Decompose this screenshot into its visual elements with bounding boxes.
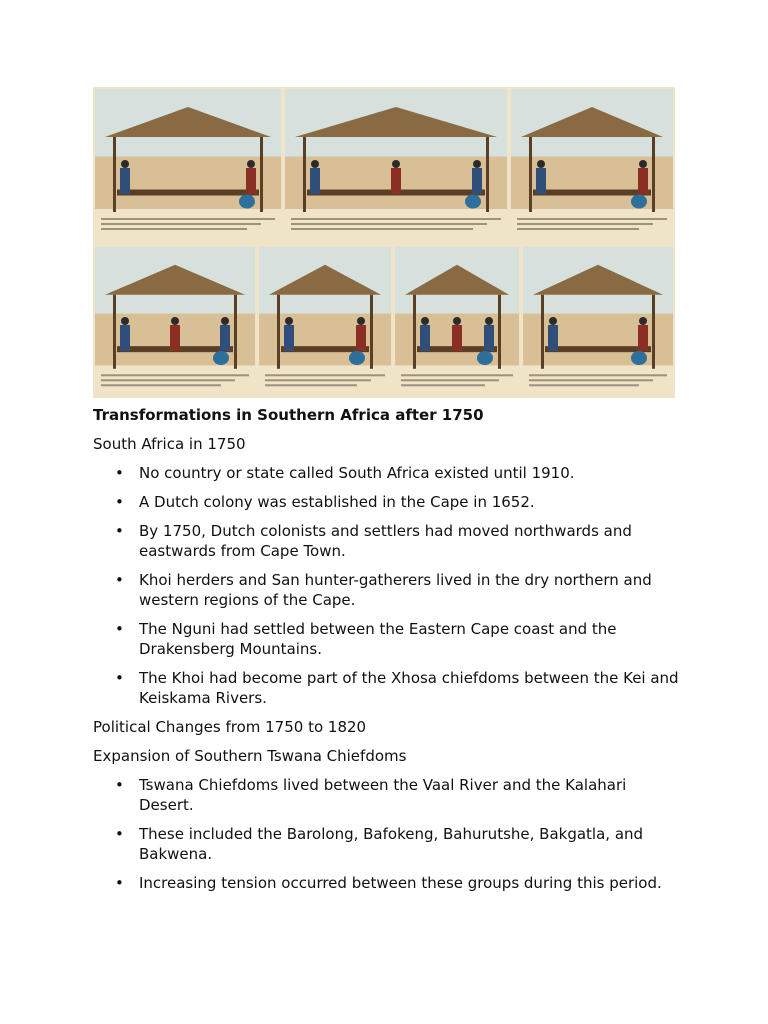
person-head	[285, 317, 293, 325]
bullet-icon: •	[115, 776, 124, 794]
bullet-list-1	[93, 463, 683, 708]
person-body	[548, 325, 558, 351]
market-table	[533, 190, 651, 196]
caption-line	[401, 374, 513, 376]
bullet-icon: •	[115, 522, 124, 540]
list-item-text: These included the Barolong, Bafokeng, Bahurutshe, Bakgatla, and Bakwena.	[139, 825, 644, 863]
person-body	[472, 168, 482, 194]
caption-line	[401, 384, 485, 386]
hut-post	[529, 137, 532, 212]
market-table	[117, 190, 259, 196]
person-head	[485, 317, 493, 325]
bullet-icon: •	[115, 620, 124, 638]
list-item	[115, 873, 683, 893]
hut-post	[498, 295, 501, 369]
person-body	[391, 168, 401, 194]
illustration-image	[93, 87, 675, 398]
person-body	[284, 325, 294, 351]
hut-post	[113, 295, 116, 369]
caption-line	[517, 228, 639, 230]
caption-line	[529, 374, 667, 376]
hut-post	[277, 295, 280, 369]
person-head	[639, 317, 647, 325]
caption-line	[401, 379, 499, 381]
caption-line	[101, 384, 221, 386]
hut-post	[260, 137, 263, 212]
water-pot	[349, 351, 365, 365]
caption-line	[291, 218, 501, 220]
caption-line	[101, 379, 235, 381]
caption-line	[291, 223, 487, 225]
person-body	[484, 325, 494, 351]
person-head	[247, 160, 255, 168]
person-head	[549, 317, 557, 325]
list-item-text: Increasing tension occurred between these groups during this period.	[139, 874, 662, 892]
caption-line	[101, 374, 249, 376]
section-heading-1: South Africa in 1750	[93, 435, 246, 453]
water-pot	[631, 195, 647, 209]
person-head	[473, 160, 481, 168]
hut-post	[486, 137, 489, 212]
caption-line	[101, 228, 247, 230]
caption-line	[265, 374, 385, 376]
hut-post	[303, 137, 306, 212]
hut-post	[370, 295, 373, 369]
bullet-icon: •	[115, 571, 124, 589]
caption-line	[101, 218, 275, 220]
water-pot	[239, 195, 255, 209]
person-body	[120, 325, 130, 351]
person-body	[220, 325, 230, 351]
person-body	[452, 325, 462, 351]
bullet-icon: •	[115, 874, 124, 892]
list-item-text: The Khoi had become part of the Xhosa chiefdoms between the Kei and Keiskama Rivers.	[139, 669, 679, 707]
person-head	[639, 160, 647, 168]
caption-line	[265, 384, 357, 386]
person-body	[120, 168, 130, 194]
list-item-text: The Nguni had settled between the Eastern Cape coast and the Drakensberg Mountains.	[139, 620, 617, 658]
person-head	[421, 317, 429, 325]
hut-post	[652, 137, 655, 212]
person-body	[246, 168, 256, 194]
person-head	[221, 317, 229, 325]
caption-line	[101, 223, 261, 225]
caption-line	[291, 228, 473, 230]
person-body	[536, 168, 546, 194]
water-pot	[477, 351, 493, 365]
panel-ground	[511, 157, 673, 210]
document-title: Transformations in Southern Africa after 1750	[93, 406, 484, 424]
bullet-icon: •	[115, 464, 124, 482]
list-item-text: By 1750, Dutch colonists and settlers had moved northwards and eastwards from Cape Town.	[139, 522, 632, 560]
hut-post	[413, 295, 416, 369]
hut-post	[234, 295, 237, 369]
list-item	[115, 824, 683, 864]
person-body	[310, 168, 320, 194]
person-head	[392, 160, 400, 168]
person-head	[121, 160, 129, 168]
market-table	[545, 346, 651, 352]
list-item-text: A Dutch colony was established in the Cape in 1652.	[139, 493, 535, 511]
person-head	[453, 317, 461, 325]
bullet-list-2	[93, 775, 683, 893]
caption-line	[517, 218, 667, 220]
hut-post	[652, 295, 655, 369]
panel-ground	[523, 314, 673, 366]
bullet-icon: •	[115, 825, 124, 843]
list-item	[115, 570, 683, 610]
bullet-icon: •	[115, 493, 124, 511]
list-item	[115, 521, 683, 561]
list-item-text: Tswana Chiefdoms lived between the Vaal River and the Kalahari Desert.	[139, 776, 627, 814]
list-item-text: No country or state called South Africa existed until 1910.	[139, 464, 575, 482]
caption-line	[529, 384, 639, 386]
document-body	[93, 405, 683, 902]
person-head	[357, 317, 365, 325]
person-head	[171, 317, 179, 325]
person-body	[170, 325, 180, 351]
person-body	[420, 325, 430, 351]
list-item-text: Khoi herders and San hunter-gatherers lived in the dry northern and western regions of the Cape.	[139, 571, 652, 609]
list-item	[115, 619, 683, 659]
list-item	[115, 668, 683, 708]
person-head	[311, 160, 319, 168]
list-item	[115, 775, 683, 815]
hut-post	[541, 295, 544, 369]
person-head	[121, 317, 129, 325]
list-item	[115, 463, 683, 483]
section-heading-3: Expansion of Southern Tswana Chiefdoms	[93, 747, 407, 765]
person-head	[537, 160, 545, 168]
water-pot	[213, 351, 229, 365]
bullet-icon: •	[115, 669, 124, 687]
person-body	[356, 325, 366, 351]
caption-line	[529, 379, 653, 381]
water-pot	[465, 195, 481, 209]
water-pot	[631, 351, 647, 365]
caption-line	[265, 379, 371, 381]
hut-post	[113, 137, 116, 212]
section-heading-2: Political Changes from 1750 to 1820	[93, 718, 367, 736]
person-body	[638, 325, 648, 351]
person-body	[638, 168, 648, 194]
list-item	[115, 492, 683, 512]
market-scenes-illustration	[93, 87, 675, 398]
caption-line	[517, 223, 653, 225]
